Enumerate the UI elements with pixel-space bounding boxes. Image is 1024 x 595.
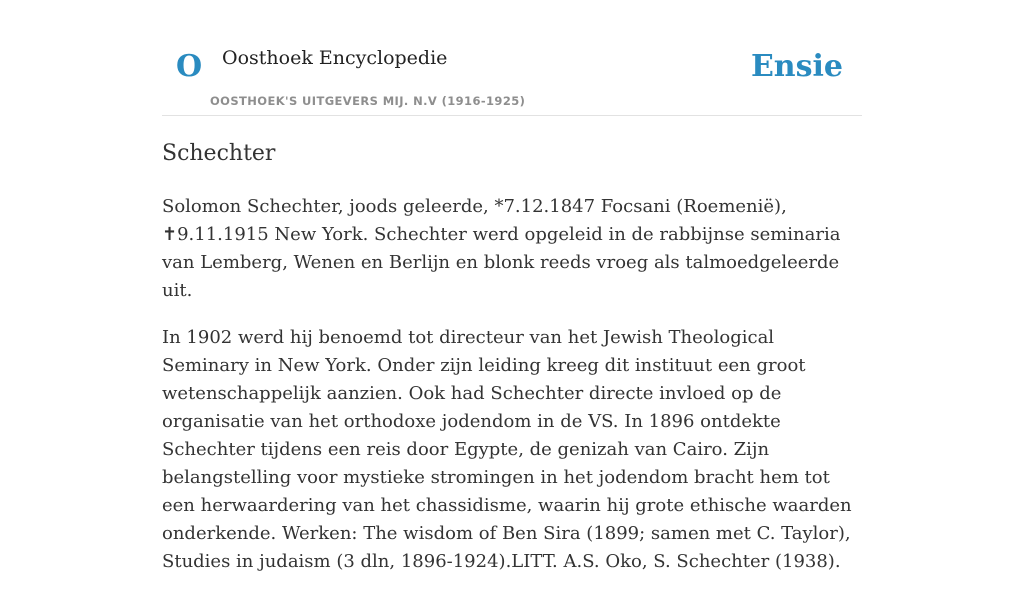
source-subtitle: OOSTHOEK'S UITGEVERS MIJ. N.V (1916-1925)	[210, 94, 526, 108]
source-header	[162, 0, 862, 116]
source-logo-icon[interactable]: O	[176, 49, 203, 84]
entry-body	[162, 193, 862, 595]
entry-paragraph: Solomon Schechter, joods geleerde, *7.12.1847 Focsani (Roemenië), ✝9.11.1915 New York. Schechter werd opgeleid in de rabbijnse seminaria van Lemberg, Wenen en Berlijn en blonk reeds vroeg als talmoedgeleerde uit.	[162, 196, 841, 301]
entry-paragraph: In 1902 werd hij benoemd tot directeur van het Jewish Theological Seminary in New York. Onder zijn leiding kreeg dit instituut een groot wetenschappelijk aanzien. Ook had Schechter directe invloed op de organisatie van het orthodoxe jodendom in de VS. In 1896 ontdekte Schechter tijdens een reis door Egypte, de genizah van Cairo. Zijn belangstelling voor mystieke stromingen in het jodendom bracht hem tot een herwaardering van het chassidisme, waarin hij grote ethische waarden onderkende. Werken: The wisdom of Ben Sira (1899; samen met C. Taylor), Studies in judaism (3 dln, 1896-1924).LITT. A.S. Oko, S. Schechter (1938).	[162, 327, 852, 572]
entry-title: Schechter	[162, 141, 276, 166]
ensie-logo-link[interactable]: Ensie	[750, 49, 843, 84]
page-container	[162, 0, 862, 572]
source-title-link[interactable]: Oosthoek Encyclopedie	[222, 47, 448, 69]
